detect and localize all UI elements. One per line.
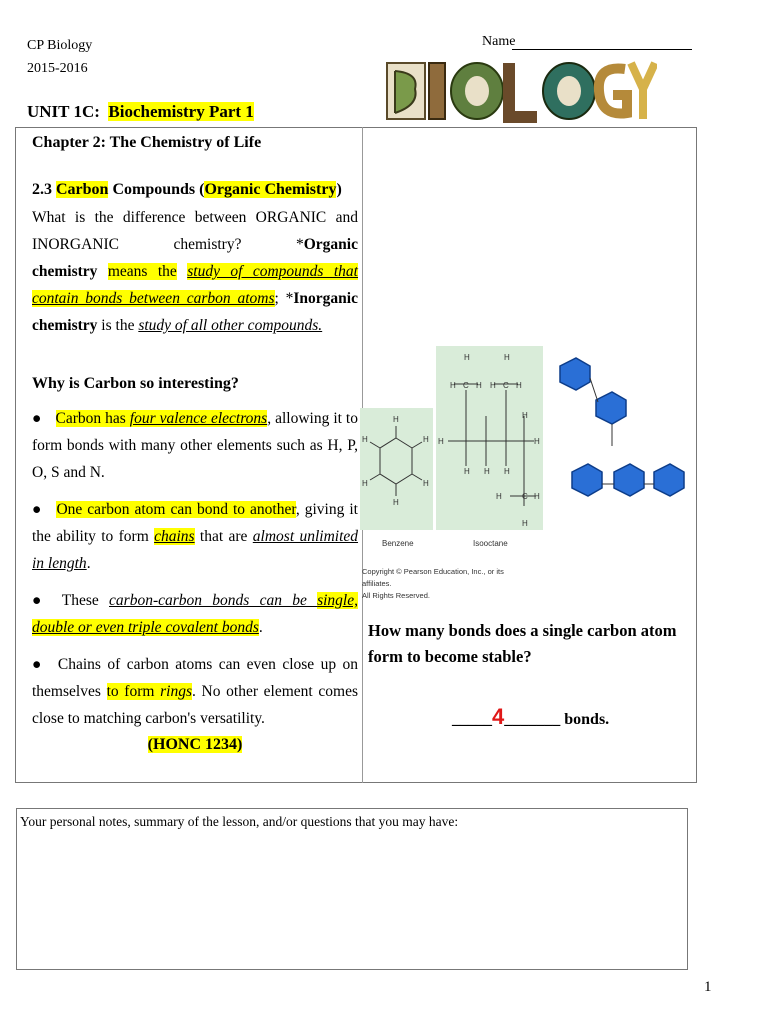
bullet-valence	[32, 405, 358, 486]
name-label: Name	[482, 34, 516, 49]
svg-text:H: H	[522, 411, 528, 420]
svg-text:H: H	[362, 479, 368, 488]
honc-note	[32, 736, 358, 754]
svg-text:H: H	[504, 353, 510, 362]
intro-text: What is the difference between ORGANIC and INORGANIC chemistry? *	[32, 209, 358, 253]
svg-text:H: H	[393, 415, 399, 424]
benzene-label: Benzene	[382, 539, 414, 548]
isooctane-figure	[436, 346, 543, 530]
personal-notes-box[interactable]	[16, 808, 688, 970]
inorganic-definition: study of all other compounds.	[138, 317, 323, 334]
answer-value[interactable]: 4	[492, 704, 505, 729]
personal-notes-label: Your personal notes, summary of the lesson, and/or questions that you may have:	[20, 814, 459, 829]
answer-blank-left: _____	[452, 711, 492, 728]
section-organic: Organic Chemistry	[204, 181, 337, 198]
copyright-line2: All Rights Reserved.	[362, 591, 430, 600]
bullet-dot: ●	[32, 656, 44, 673]
section-number: 2.3	[32, 181, 52, 198]
unit-name: Biochemistry Part 1	[108, 102, 254, 121]
honc-text: (HONC 1234)	[147, 736, 243, 753]
course-name: CP Biology	[27, 38, 93, 53]
b4-rings: rings	[160, 683, 192, 700]
answer-unit: bonds.	[560, 711, 610, 728]
svg-text:H: H	[393, 498, 399, 507]
chapter-title: Chapter 2: The Chemistry of Life	[32, 134, 262, 151]
organic-term: Organic chemistry	[32, 236, 358, 280]
course-header	[27, 34, 92, 80]
svg-text:H: H	[484, 467, 490, 476]
name-field-line[interactable]	[512, 49, 692, 50]
figure-copyright	[362, 566, 522, 602]
svg-text:H: H	[464, 353, 470, 362]
svg-text:H: H	[362, 435, 368, 444]
isooctane-label: Isooctane	[473, 539, 508, 548]
bullet-dot: ●	[32, 592, 48, 609]
lesson-notes-column	[32, 128, 358, 754]
unit-title	[27, 102, 254, 122]
b2-rest1: , giving it the ability to form	[32, 501, 358, 545]
sugar-chain-figure	[556, 336, 696, 530]
svg-text:C: C	[503, 381, 509, 390]
inorganic-term: Inorganic chemistry	[32, 290, 358, 334]
intro-sep: ; *	[274, 290, 294, 307]
intro-paragraph	[32, 204, 358, 339]
b3-cc: carbon-carbon bonds can be	[109, 592, 318, 609]
b2-rest2: that are	[194, 528, 253, 545]
b4-rest: . No other element comes close to matching carbon's versatility.	[32, 683, 359, 727]
svg-text:H: H	[476, 381, 482, 390]
b2-end: .	[86, 555, 91, 572]
school-year: 2015-2016	[27, 61, 88, 76]
svg-text:H: H	[522, 519, 528, 528]
svg-text:H: H	[450, 381, 456, 390]
svg-text:H: H	[516, 381, 522, 390]
bullet-dot: ●	[32, 410, 42, 427]
svg-text:H: H	[490, 381, 496, 390]
answer-blank-right: _______	[504, 711, 561, 728]
means-the: means the	[107, 263, 177, 280]
organic-definition: study of compounds that contain bonds between carbon atoms	[32, 263, 358, 307]
svg-text:H: H	[504, 467, 510, 476]
benzene-structure	[360, 408, 433, 530]
b4-to-form: to form	[106, 683, 161, 700]
bullet-dot: ●	[32, 501, 43, 518]
svg-text:H: H	[464, 467, 470, 476]
isooctane-structure	[436, 346, 543, 530]
b4-text: Chains of carbon atoms can even close up on themselves	[32, 656, 358, 700]
b2-unlimited: almost unlimited in length	[32, 528, 359, 572]
section-carbon: Carbon	[56, 181, 109, 198]
why-carbon-heading: Why is Carbon so interesting?	[32, 375, 239, 392]
svg-text:H: H	[534, 492, 540, 501]
b3-lead: These	[61, 592, 110, 609]
question-text: How many bonds does a single carbon atom form to become stable?	[368, 621, 677, 666]
bullet-rings	[32, 651, 358, 732]
b3-types: single, double or even triple covalent bonds	[32, 592, 358, 636]
svg-text:H: H	[423, 435, 429, 444]
biology-logo	[385, 55, 657, 123]
b1-rest: , allowing it to form bonds with many other elements such as H, P, O, S and N.	[32, 410, 358, 481]
svg-text:C: C	[522, 492, 528, 501]
section-close: )	[336, 181, 342, 198]
svg-text:H: H	[496, 492, 502, 501]
svg-text:H: H	[534, 437, 540, 446]
is-the: is the	[97, 317, 139, 334]
b1-hl-text: Carbon has	[55, 410, 130, 427]
b2-chains: chains	[154, 528, 195, 545]
bullet-chains	[32, 496, 358, 577]
svg-text:H: H	[423, 479, 429, 488]
b1-hl	[56, 410, 268, 427]
section-title	[32, 176, 358, 204]
svg-text:H: H	[438, 437, 444, 446]
page-number: 1	[704, 979, 712, 995]
b2-hl: One carbon atom can bond to another	[56, 501, 296, 518]
b1-valence: four valence electrons	[129, 410, 268, 427]
section-compounds: Compounds (	[112, 181, 205, 198]
svg-text:C: C	[463, 381, 469, 390]
unit-prefix: UNIT 1C:	[27, 102, 100, 121]
b3-end: .	[258, 619, 263, 636]
answer-line	[452, 704, 609, 730]
benzene-figure	[360, 408, 433, 530]
copyright-line1: Copyright © Pearson Education, Inc., or its affiliates.	[362, 567, 504, 588]
bullet-bonds	[32, 587, 358, 641]
